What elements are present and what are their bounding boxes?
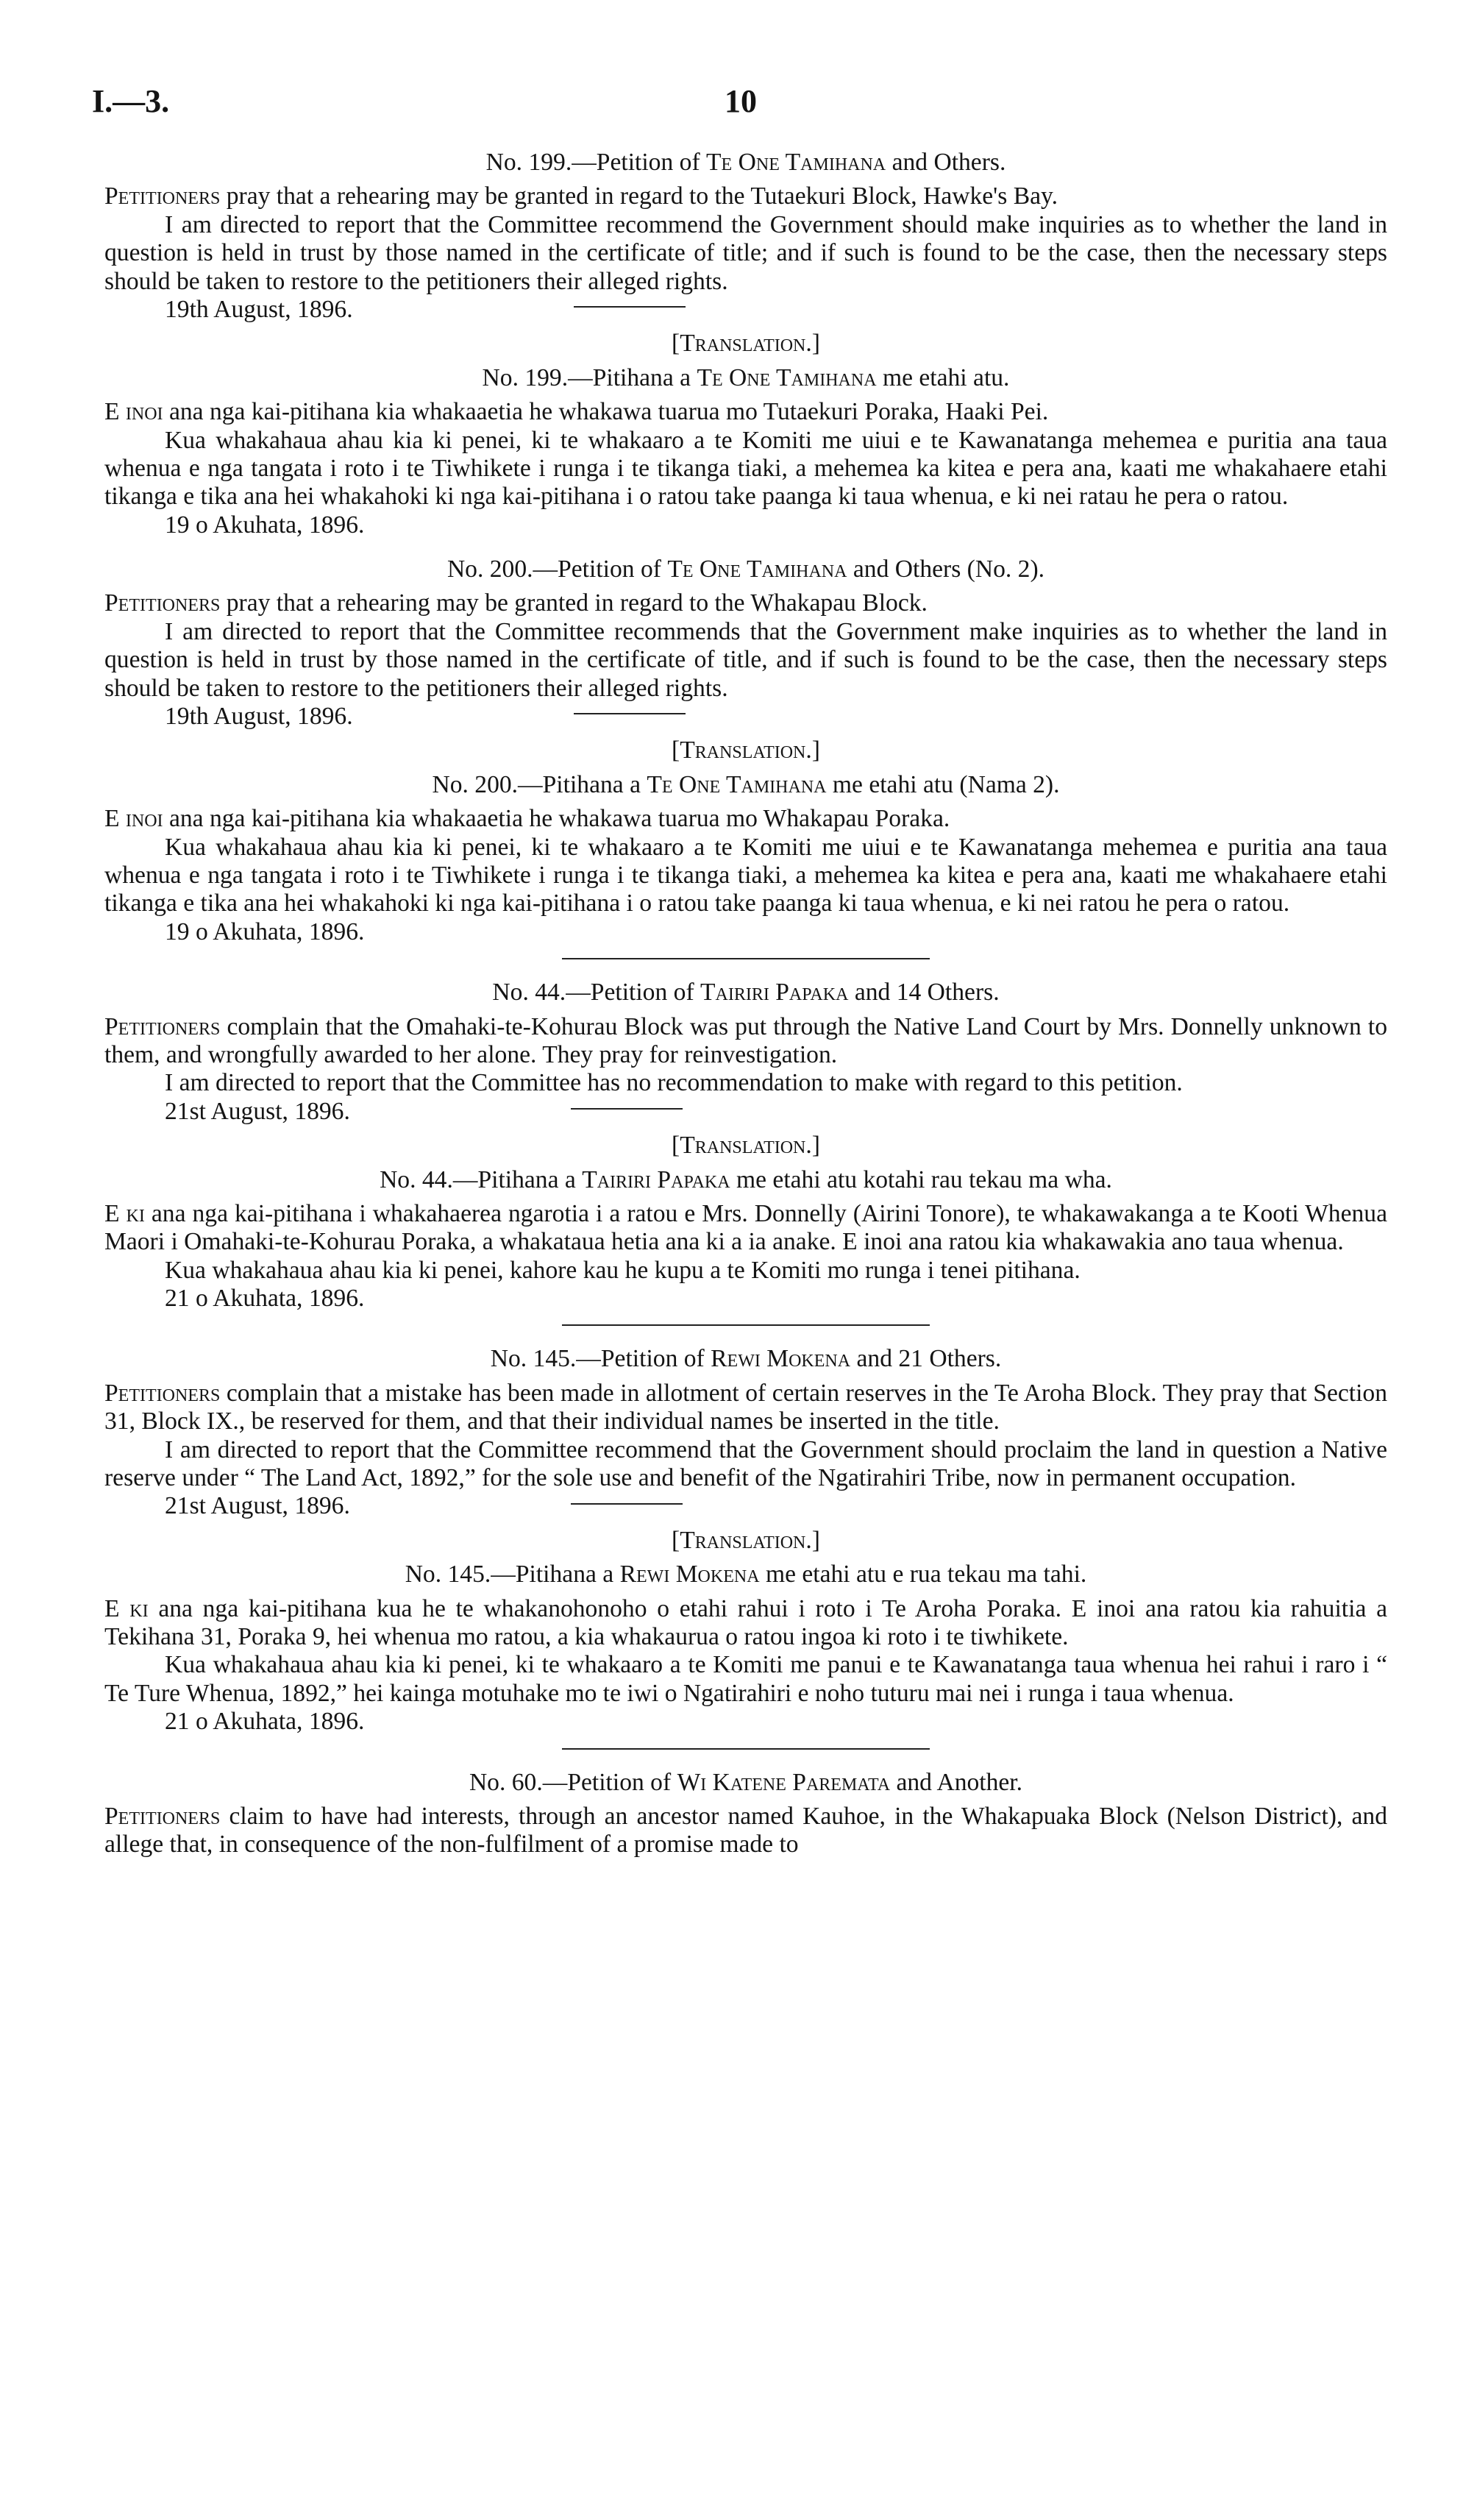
petitioner-name: Wi Katene Paremata xyxy=(677,1768,891,1796)
committee-report: I am directed to report that the Committee recommend the Government should make inquiries as to whether the land in question is held in trust by those named in the certificate of title; and if such is found to be the case, then the necessary steps should be taken to restore to the petitioners their alleged rights. xyxy=(104,210,1387,295)
paper-reference: I.—3. xyxy=(92,83,170,119)
petition-prayer: Petitioners pray that a rehearing may be granted in regard to the Whakapau Block. xyxy=(104,589,928,617)
petition-heading: No. 60.—Petition of Wi Katene Paremata and Another. xyxy=(469,1768,1023,1796)
translation-report: Kua whakahaua ahau kia ki penei, ki te whakaaro a te Komiti me uiui e te Kawanatanga mehemea e puritia ana taua whenua e nga tangata i roto i te Tiwhikete i runga i te tikanga tiaki, a mehemea ka kitea e pera ana, kaati me whakahaere etahi tikanga e tika ana hei whakahoki ki nga kai-pitihana i o ratou take paanga ki taua whenua, e ki nei ratou he pera o ratou. xyxy=(104,833,1387,918)
translation-label: [Translation.] xyxy=(672,737,820,764)
petitioner-name: Te One Tamihana xyxy=(647,770,827,798)
petition-heading: No. 200.—Petition of Te One Tamihana and Others (No. 2). xyxy=(446,556,1045,583)
translation-report: Kua whakahaua ahau kia ki penei, ki te whakaaro a te Komiti me uiui e te Kawanatanga mehemea e puritia ana taua whenua e nga tangata i roto i te Tiwhikete i runga i te tikanga tiaki, a mehemea ka kitea e pera ana, kaati me whakahaere etahi tikanga e tika ana hei whakahoki ki nga kai-pitihana i o ratou take paanga ki taua whenua, e ki nei ratau he pera o ratou. xyxy=(104,426,1387,511)
section-divider xyxy=(562,958,930,959)
divider xyxy=(574,713,686,714)
report-date: 19th August, 1896. xyxy=(165,703,353,731)
report-date: 21st August, 1896. xyxy=(165,1097,350,1125)
translation-prayer: E ki ana nga kai-pitihana i whakahaerea ngarotia i a ratou e Mrs. Donnelly (Airini Tonore), te whakawakanga a te Kooti Whenua Maori i Omahaki-te-Kohurau Poraka, a whakataua hetia ana ki a ia anake. E inoi ana ratou kia whakawakia ano taua whenua. xyxy=(104,1199,1387,1256)
petitioner-name: Rewi Mokena xyxy=(619,1561,760,1589)
translation-heading: No. 145.—Pitihana a Rewi Mokena me etahi atu e rua tekau ma tahi. xyxy=(405,1561,1087,1589)
petition-heading: No. 44.—Petition of Tairiri Papaka and 14 Others. xyxy=(492,979,1000,1007)
petitioner-name: Te One Tamihana xyxy=(697,363,877,391)
petitioner-name: Te One Tamihana xyxy=(706,149,886,176)
petition-prayer: Petitioners complain that the Omahaki-te-Kohurau Block was put through the Native Land Court by Mrs. Donnelly unknown to them, and wrongfully awarded to her alone. They pray for reinvestigation. xyxy=(104,1012,1387,1068)
report-date: 19th August, 1896. xyxy=(165,295,353,323)
petition-section xyxy=(104,556,1387,946)
divider xyxy=(574,306,686,308)
translation-heading: No. 199.—Pitihana a Te One Tamihana me etahi atu. xyxy=(482,363,1010,391)
translation-prayer: E inoi ana nga kai-pitihana kia whakaaetia he whakawa tuarua mo Tutaekuri Poraka, Haaki Pei. xyxy=(104,398,1049,426)
page-number: 10 xyxy=(725,83,757,119)
petitioner-name: Tairiri Papaka xyxy=(700,979,849,1007)
committee-report: I am directed to report that the Committee has no recommendation to make with regard to this petition. xyxy=(165,1069,1183,1097)
page-header xyxy=(0,82,1477,134)
petition-heading: No. 199.—Petition of Te One Tamihana and Others. xyxy=(485,149,1006,176)
translation-date: 21 o Akuhata, 1896. xyxy=(165,1285,365,1313)
petition-section xyxy=(104,149,1387,539)
section-divider xyxy=(562,1324,930,1326)
translation-label: [Translation.] xyxy=(672,330,820,358)
translation-report: Kua whakahaua ahau kia ki penei, ki te whakaaro a te Komiti me panui e te Kawanatanga taua whenua hei rahui i raro i “ Te Ture Whenua, 1892,” hei kainga motuhake mo te iwi o Ngatirahiri e noho tuturu mai nei i runga i taua whenua. xyxy=(104,1651,1387,1707)
translation-heading: No. 200.—Pitihana a Te One Tamihana me etahi atu (Nama 2). xyxy=(432,770,1060,798)
translation-prayer: E inoi ana nga kai-pitihana kia whakaaetia he whakawa tuarua mo Whakapau Poraka. xyxy=(104,805,950,833)
divider xyxy=(571,1108,683,1110)
petition-prayer: Petitioners pray that a rehearing may be granted in regard to the Tutaekuri Block, Hawke's Bay. xyxy=(104,182,1058,210)
committee-report: I am directed to report that the Committee recommends that the Government make inquiries as to whether the land in question is held in trust by those named in the certificate of title, and if such is found to be the case, then the necessary steps should be taken to restore to the petitioners their alleged rights. xyxy=(104,617,1387,702)
translation-report: Kua whakahaua ahau kia ki penei, kahore kau he kupu a te Komiti mo runga i tenei pitihana. xyxy=(165,1256,1081,1284)
translation-heading: No. 44.—Pitihana a Tairiri Papaka me etahi atu kotahi rau tekau ma wha. xyxy=(380,1165,1112,1193)
petition-heading: No. 145.—Petition of Rewi Mokena and 21 Others. xyxy=(490,1345,1002,1373)
report-date: 21st August, 1896. xyxy=(165,1492,350,1520)
translation-prayer: E ki ana nga kai-pitihana kua he te whakanohonoho o etahi rahui i roto i Te Aroha Poraka. E inoi ana ratou kia rahuitia a Tekihana 31, Poraka 9, hei whenua mo ratou, a kia whakaurua o ratou ingoa ki roto i te tiwhikete. xyxy=(104,1594,1387,1650)
section-divider xyxy=(562,1748,930,1750)
committee-report: I am directed to report that the Committee recommend that the Government should proclaim the land in question a Native reserve under “ The Land Act, 1892,” for the sole use and benefit of the Ngatirahiri Tribe, now in permanent occupation. xyxy=(104,1435,1387,1492)
translation-date: 21 o Akuhata, 1896. xyxy=(165,1708,365,1736)
petition-section xyxy=(104,1345,1387,1736)
page-body xyxy=(104,147,1387,1859)
translation-label: [Translation.] xyxy=(672,1526,820,1554)
divider xyxy=(571,1503,683,1505)
petitioner-name: Te One Tamihana xyxy=(667,556,847,583)
petitioner-name: Tairiri Papaka xyxy=(582,1165,730,1193)
translation-date: 19 o Akuhata, 1896. xyxy=(165,918,365,945)
petition-section xyxy=(104,1769,1387,1859)
translation-label: [Translation.] xyxy=(672,1132,820,1160)
petitioner-name: Rewi Mokena xyxy=(711,1345,851,1373)
petition-section xyxy=(104,979,1387,1313)
petition-prayer: Petitioners complain that a mistake has been made in allotment of certain reserves in the Te Aroha Block. They pray that Section 31, Block IX., be reserved for them, and that their individual names be inserted in the title. xyxy=(104,1379,1387,1435)
translation-date: 19 o Akuhata, 1896. xyxy=(165,511,365,539)
petition-prayer: Petitioners claim to have had interests, through an ancestor named Kauhoe, in the Whakapuaka Block (Nelson District), and allege that, in consequence of the non-fulfilment of a promise made to xyxy=(104,1802,1387,1859)
